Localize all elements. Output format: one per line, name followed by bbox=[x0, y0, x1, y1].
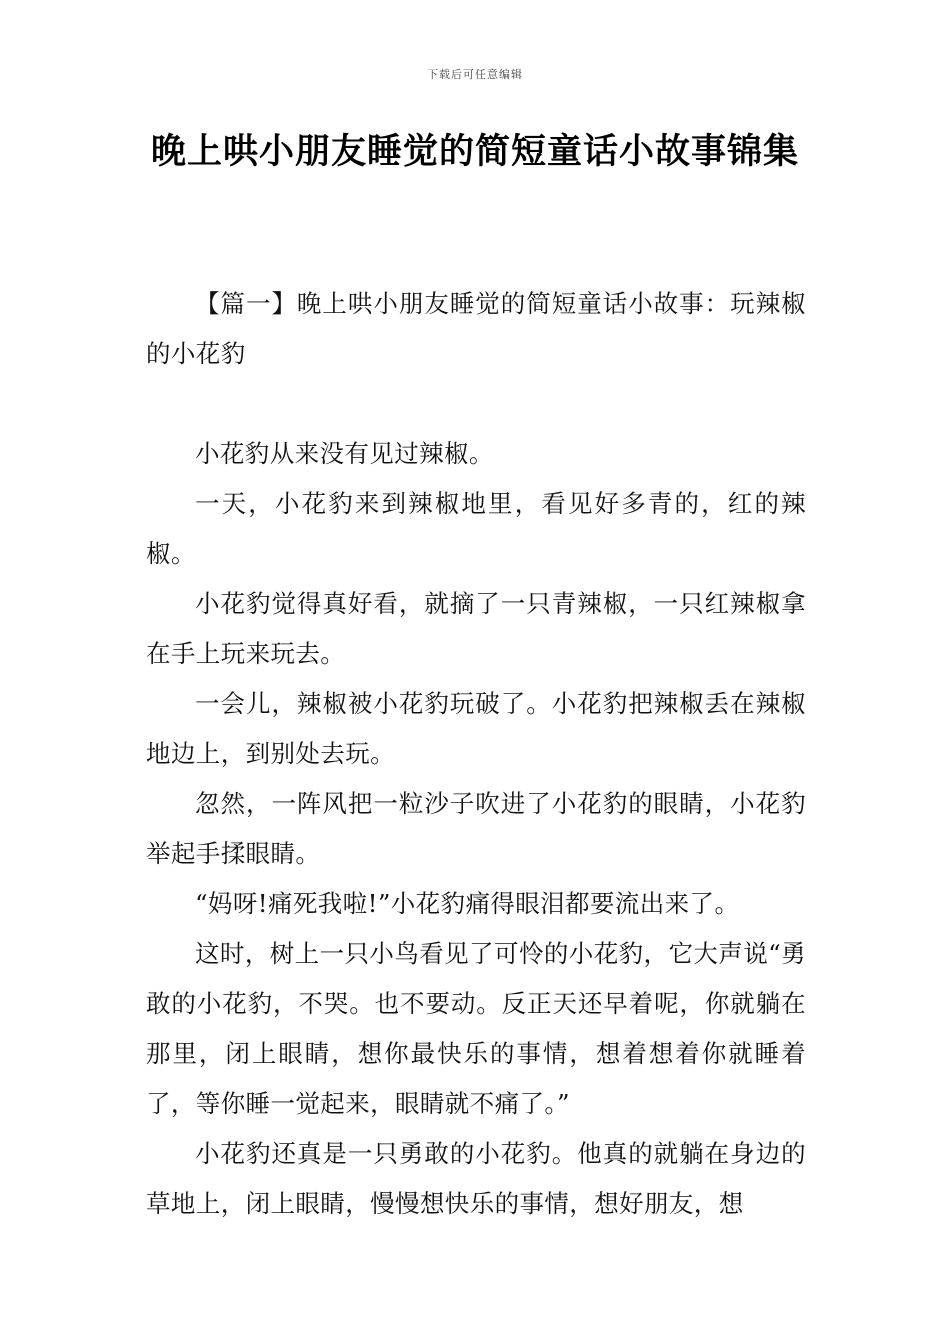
paragraph: “妈呀!痛死我啦!”小花豹痛得眼泪都要流出来了。 bbox=[195, 889, 740, 918]
header-note: 下载后可任意编辑 bbox=[427, 68, 523, 81]
paragraph: 小花豹还真是一只勇敢的小花豹。他真的就躺在身边的草地上，闭上眼睛，慢慢想快乐的事情，想好朋友，想 bbox=[146, 1139, 806, 1218]
document-body bbox=[146, 279, 806, 1229]
section-heading: 【篇一】晚上哄小朋友睡觉的简短童话小故事：玩辣椒的小花豹 bbox=[146, 289, 806, 368]
page-title: 晚上哄小朋友睡觉的简短童话小故事锦集 bbox=[150, 132, 799, 172]
paragraph: 小花豹觉得真好看，就摘了一只青辣椒，一只红辣椒拿在手上玩来玩去。 bbox=[146, 589, 806, 668]
paragraph: 这时，树上一只小鸟看见了可怜的小花豹，它大声说“勇敢的小花豹，不哭。也不要动。反正天还早着呢，你就躺在那里，闭上眼睛，想你最快乐的事情，想着想着你就睡着了，等你睡一觉起来，眼睛就不痛了。” bbox=[146, 939, 806, 1118]
paragraph: 小花豹从来没有见过辣椒。 bbox=[195, 439, 494, 468]
paragraph: 一天，小花豹来到辣椒地里，看见好多青的，红的辣椒。 bbox=[146, 489, 806, 568]
paragraph: 一会儿，辣椒被小花豹玩破了。小花豹把辣椒丢在辣椒地边上，到别处去玩。 bbox=[146, 689, 806, 768]
paragraph: 忽然，一阵风把一粒沙子吹进了小花豹的眼睛，小花豹举起手揉眼睛。 bbox=[146, 789, 806, 868]
